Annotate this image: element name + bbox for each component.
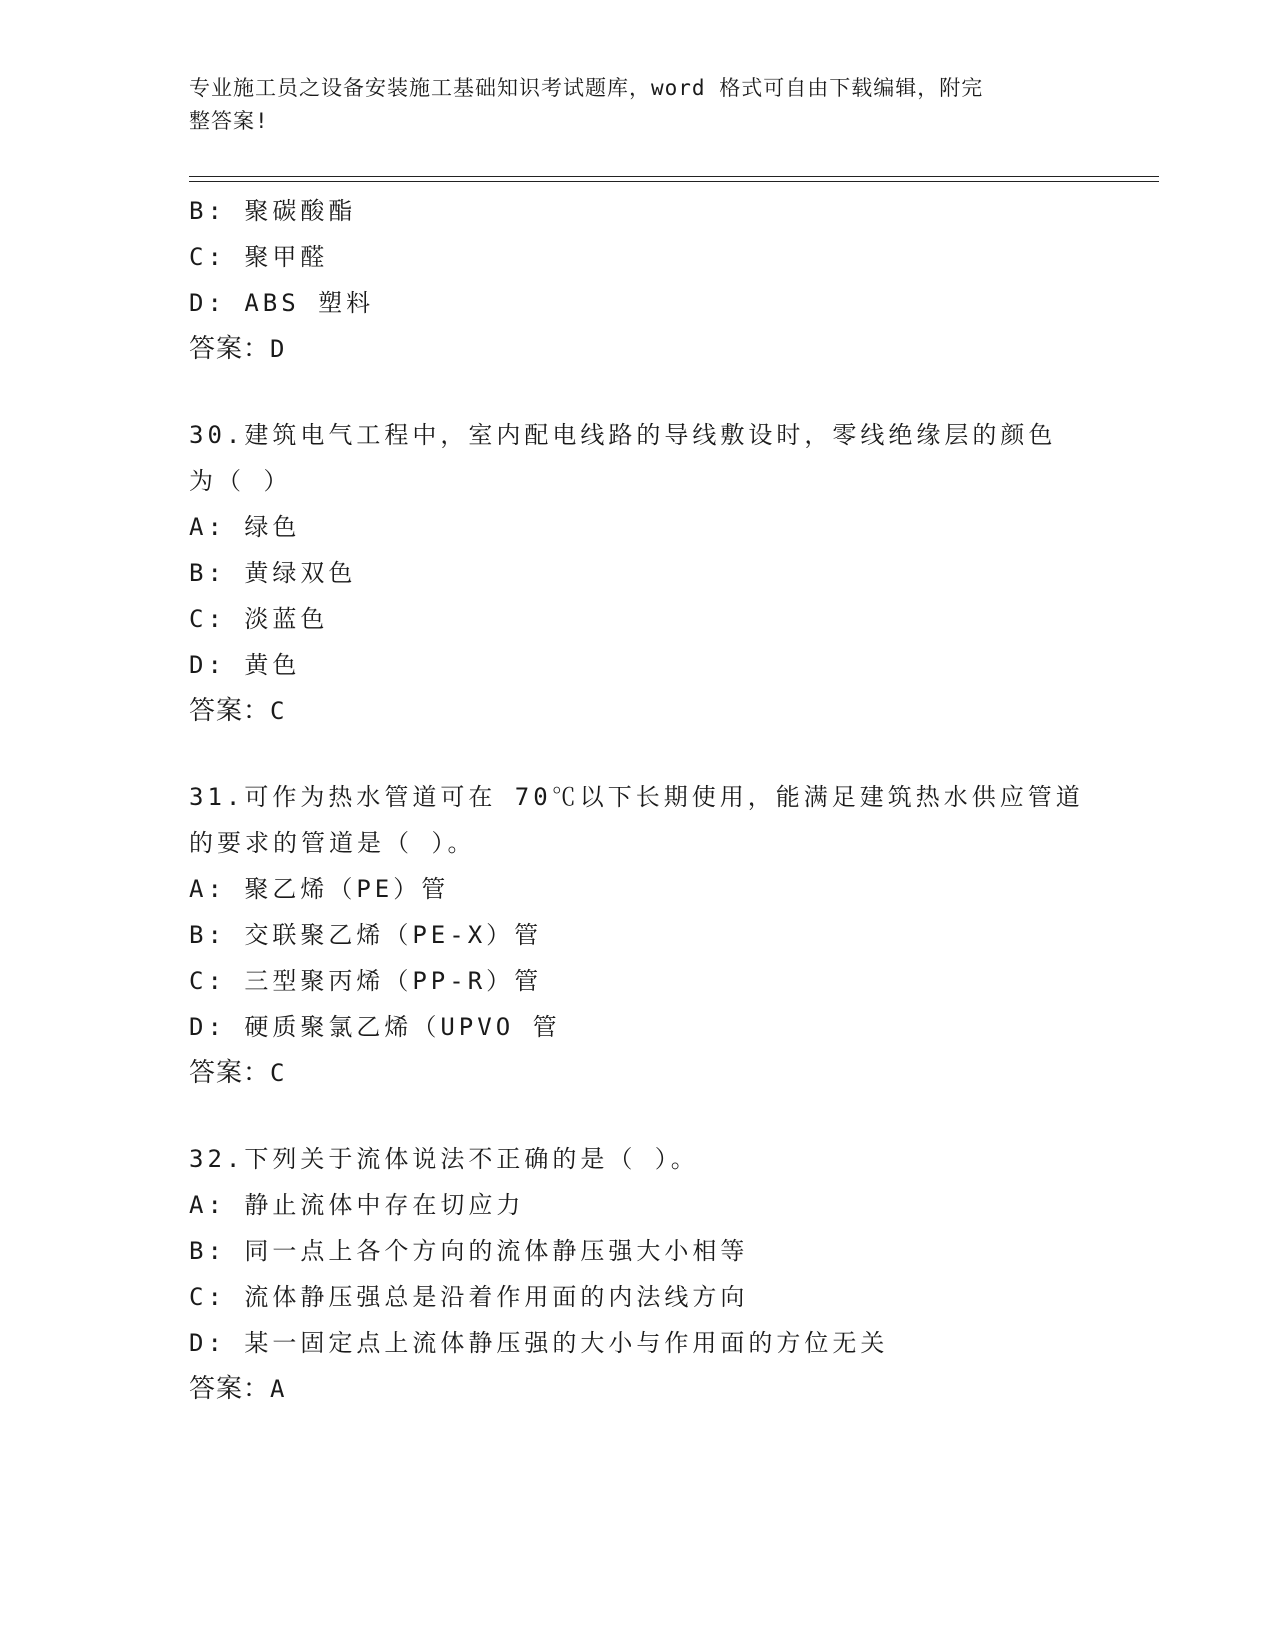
- option-a: A: 静止流体中存在切应力: [189, 1191, 525, 1219]
- answer-value: C: [270, 1059, 286, 1087]
- option-a: A: 绿色: [189, 513, 301, 541]
- answer-line: [189, 326, 1089, 372]
- document-header: [189, 72, 1069, 138]
- question-31: [189, 774, 1089, 1096]
- answer-label: 答案：: [189, 1058, 271, 1088]
- answer-label: 答案：: [189, 1374, 271, 1404]
- question-stem-continued: 为（ ）: [189, 467, 292, 495]
- option-b: B: 交联聚乙烯（PE-X）管: [189, 921, 543, 949]
- question-stem: 32.下列关于流体说法不正确的是（ ）。: [189, 1145, 699, 1173]
- option-d: D: 黄色: [189, 651, 301, 679]
- header-divider-bottom: [189, 181, 1159, 182]
- question-29-partial: [189, 188, 1089, 372]
- document-body: [189, 188, 1089, 1412]
- answer-value: D: [270, 335, 286, 363]
- option-d: D: 某一固定点上流体静压强的大小与作用面的方位无关: [189, 1329, 889, 1357]
- question-32: [189, 1136, 1089, 1412]
- option-b: B: 聚碳酸酯: [189, 197, 357, 225]
- option-c: C: 流体静压强总是沿着作用面的内法线方向: [189, 1283, 749, 1311]
- answer-label: 答案：: [189, 334, 271, 364]
- answer-line: [189, 688, 1089, 734]
- question-stem: 31.可作为热水管道可在 70℃以下长期使用，能满足建筑热水供应管道: [189, 783, 1084, 811]
- option-c: C: 聚甲醛: [189, 243, 329, 271]
- option-a: A: 聚乙烯（PE）管: [189, 875, 450, 903]
- header-divider-top: [189, 176, 1159, 177]
- answer-line: [189, 1366, 1089, 1412]
- option-b: B: 黄绿双色: [189, 559, 357, 587]
- header-line-2: 整答案!: [189, 109, 269, 133]
- option-d: D: ABS 塑料: [189, 289, 375, 317]
- answer-value: C: [270, 697, 286, 725]
- option-c: C: 三型聚丙烯（PP-R）管: [189, 967, 543, 995]
- option-c: C: 淡蓝色: [189, 605, 329, 633]
- question-stem-continued: 的要求的管道是（ ）。: [189, 829, 476, 857]
- answer-line: [189, 1050, 1089, 1096]
- header-line-1: 专业施工员之设备安装施工基础知识考试题库，word 格式可自由下载编辑，附完: [189, 76, 984, 100]
- question-30: [189, 412, 1089, 734]
- answer-label: 答案：: [189, 696, 271, 726]
- question-stem: 30.建筑电气工程中，室内配电线路的导线敷设时，零线绝缘层的颜色: [189, 421, 1057, 449]
- option-d: D: 硬质聚氯乙烯（UPVO 管: [189, 1013, 561, 1041]
- option-b: B: 同一点上各个方向的流体静压强大小相等: [189, 1237, 749, 1265]
- answer-value: A: [270, 1375, 286, 1403]
